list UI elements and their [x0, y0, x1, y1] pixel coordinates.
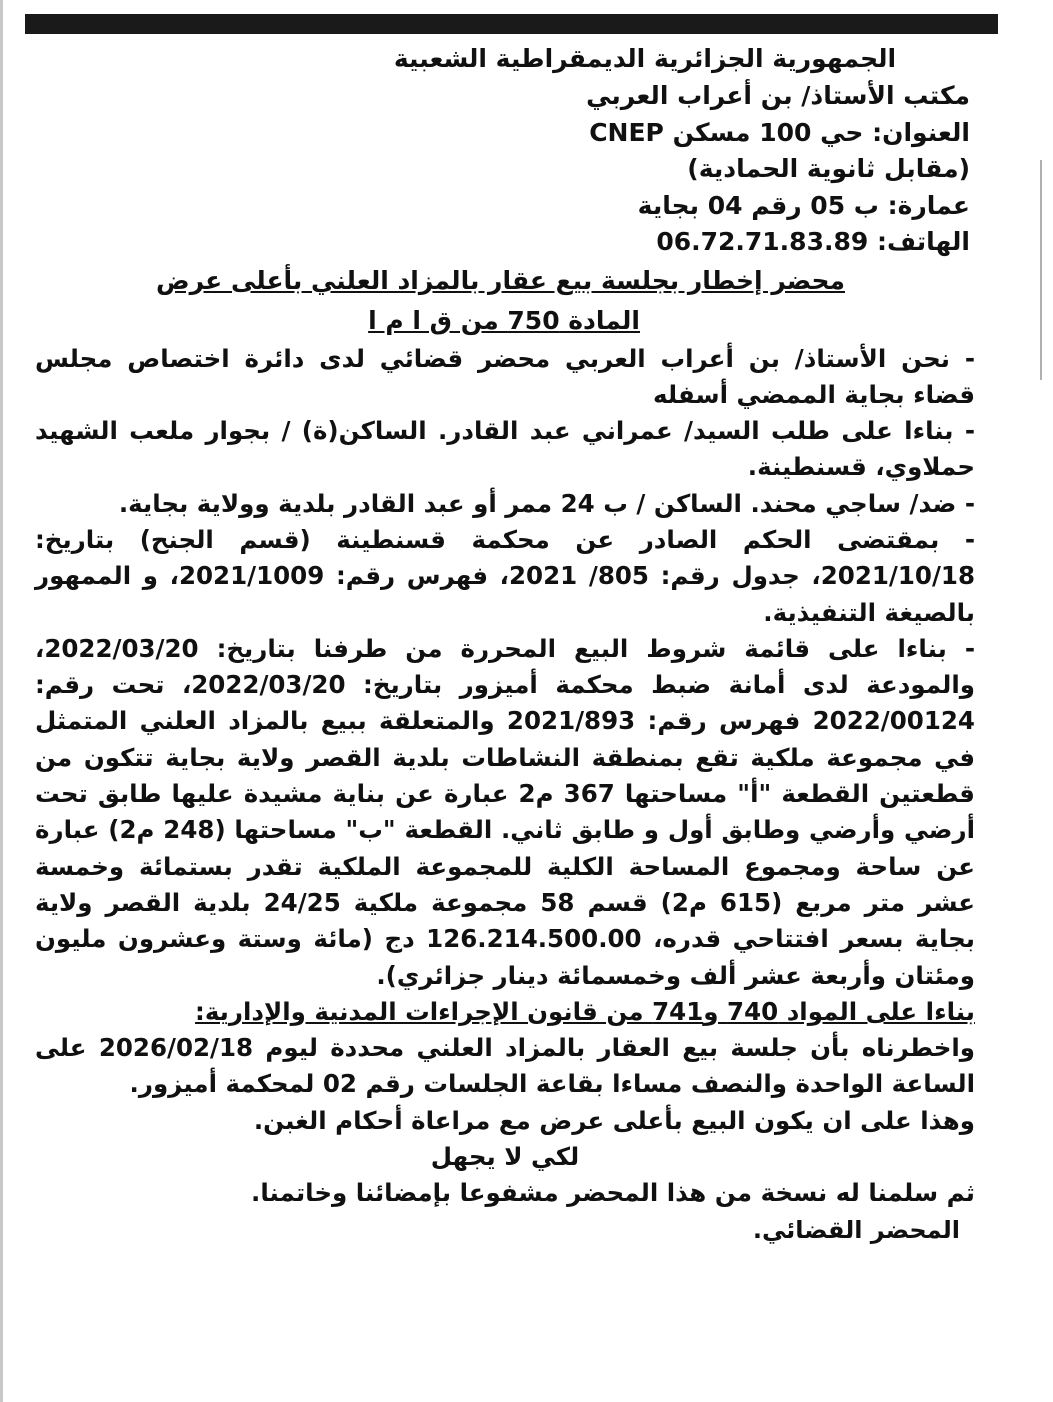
paragraph-judgment: - بمقتضى الحكم الصادر عن محكمة قسنطينة (قسم الجنح) بتاريخ: 2021/10/18، جدول رقم: 805/ 2021، فهرس رقم: 2021/1009، و الممهور بالصيغة التنفيذية.	[35, 524, 975, 627]
legal-basis: بناءا على المواد 740 و741 من قانون الإجراءات المدنية والإدارية:	[195, 996, 975, 1026]
document-article: المادة 750 من ق ا م ا	[368, 305, 640, 335]
document-body	[30, 341, 985, 1212]
paragraph-against: - ضد/ ساجي محند. الساكن / ب 24 ممر أو عبد القادر بلدية وولاية بجاية.	[118, 488, 975, 518]
office-phone	[30, 224, 985, 261]
closing-phrase: لكي لا يجهل	[430, 1142, 580, 1172]
paragraph-copy-delivered: ثم سلمنا له نسخة من هذا المحضر مشفوعا بإمضائنا وخاتمنا.	[251, 1178, 975, 1208]
paragraph-bailiff: - نحن الأستاذ/ بن أعراب العربي محضر قضائي لدى دائرة اختصاص مجلس قضاء بجاية الممضي أسفله	[35, 343, 975, 409]
paragraph-session: واخطرناه بأن جلسة بيع العقار بالمزاد العلني محددة ليوم 2026/02/18 على الساعة الواحدة والنصف مساءا بقاعة الجلسات رقم 02 لمحكمة أميزور.	[35, 1033, 976, 1099]
document	[30, 40, 985, 1248]
paragraph-requester: - بناءا على طلب السيد/ عمراني عبد القادر. الساكن(ة) / بجوار ملعب الشهيد حملاوي، قسنطينة.	[35, 416, 975, 482]
paragraph-highest-bid: وهذا على ان يكون البيع بأعلى عرض مع مراعاة أحكام الغبن.	[253, 1105, 975, 1135]
scan-artifact	[1040, 160, 1042, 380]
office-header	[30, 78, 985, 261]
phone-label: الهاتف:	[876, 227, 970, 256]
document-title: محضر إخطار بجلسة بيع عقار بالمزاد العلني بأعلى عرض	[155, 265, 845, 295]
scan-left-edge	[0, 0, 3, 1402]
republic-heading: الجمهورية الجزائرية الديمقراطية الشعبية	[393, 44, 897, 73]
office-address: العنوان: حي 100 مسكن CNEP	[589, 117, 970, 147]
office-name: مكتب الأستاذ/ بن أعراب العربي	[586, 81, 970, 110]
office-address-note: (مقابل ثانوية الحمادية)	[687, 154, 970, 183]
office-building: عمارة: ب 05 رقم 04 بجاية	[637, 190, 970, 220]
top-black-bar	[25, 14, 998, 34]
signature-title: المحضر القضائي.	[752, 1215, 960, 1244]
phone-number: 06.72.71.83.89	[656, 227, 869, 256]
paragraph-sale-conditions: - بناءا على قائمة شروط البيع المحررة من طرفنا بتاريخ: 2022/03/20، والمودعة لدى أمانة ضبط محكمة أميزور بتاريخ: 2022/03/20، تحت رقم: 2022/00124 فهرس رقم: 2021/893 والمتعلقة ببيع بالمزاد العلني المتمثل في مجموعة ملكية تقع بمنطقة النشاطات بلدية القصر ولاية بجاية تتكون من قطعتين القطعة "أ" مساحتها 367 م2 عبارة عن بناية مشيدة عليها طابق تحت أرضي وأرضي وطابق أول و طابق ثاني. القطعة "ب" مساحتها (248 م2) عبارة عن ساحة ومجموع المساحة الكلية للمجموعة الملكية تقدر بستمائة وخمسة عشر متر مربع (615 م2) قسم 58 مجموعة ملكية 24/25 بلدية القصر ولاية بجاية بسعر افتتاحي قدره، 126.214.500.00 دج (مائة وستة وعشرون مليون ومئتان وأربعة عشر ألف وخمسمائة دينار جزائري).	[35, 633, 976, 990]
